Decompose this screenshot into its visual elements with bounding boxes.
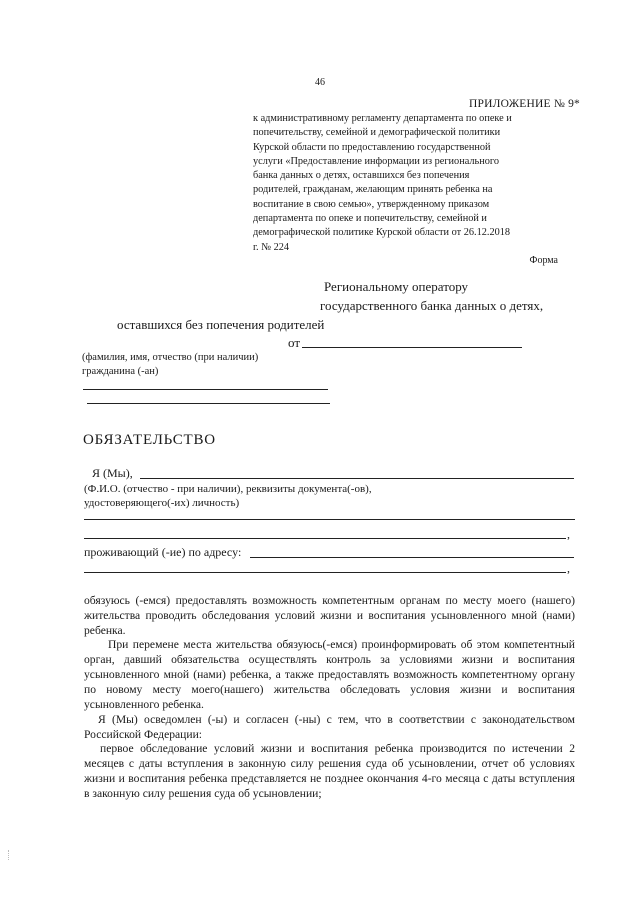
declarant-name-field[interactable] [140,478,574,479]
appendix-line: родителей, гражданам, желающим принять ребенка на [253,184,493,196]
from-name-field[interactable] [302,347,522,348]
paragraph-relocation: При перемене места жительства обязуюсь(-емся) проинформировать об этом компетентный орган, давший обязательства осуществлять контроль за условиями жизни и воспитания усыновленного мной (нами) ребенка, а также предоставлять возможность компетентному органу по новому месту моего(нашего) жительства обследовать условия жизни и воспитания усыновленного ребенка. [84,638,575,711]
paragraph-acknowledgement: Я (Мы) осведомлен (-ы) и согласен (-ны) с тем, что в соответствии с законодательством Российской Федерации: [84,713,575,741]
address-label: проживающий (-ие) по адресу: [84,545,242,559]
applicant-name-hint-line-2: гражданина (-ан) [82,366,159,377]
paragraph-obligation: обязуюсь (-емся) предоставлять возможность компетентным органам по месту моего (нашего) жительства проводить обследования условий жизни и воспитания усыновленного мной (нами) ребенка. [84,594,575,637]
appendix-line: банка данных о детях, оставшихся без попечения [253,170,470,182]
applicant-name-hint [82,351,258,379]
applicant-blank-line-2[interactable] [87,403,330,404]
appendix-line: к административному регламенту департамента по опеке и [253,113,512,124]
document-heading: ОБЯЗАТЕЛЬСТВО [83,432,216,448]
declarant-hint [84,482,372,510]
applicant-blank-line-1[interactable] [83,389,328,390]
comma-mark: , [567,527,570,541]
declarant-blank-line-1[interactable] [84,519,575,520]
paragraph-first-inspection: первое обследование условий жизни и воспитания ребенка производится по истечении 2 месяцев с даты вступления в законную силу решения суда об усыновлении, отчет об условиях жизни и воспитания ребенка представляется не позднее окончания 4-го месяца с даты вступления в законную силу решения суда об усыновлении; [84,742,575,800]
addressee-line-1: Региональному оператору [324,279,469,294]
appendix-description [253,112,579,255]
appendix-line: воспитание в свою семью», утвержденному приказом [253,198,490,210]
appendix-title: ПРИЛОЖЕНИЕ № 9* [468,98,580,110]
appendix-line: попечительству, семейной и демографической политики [253,127,501,139]
declarant-hint-line-1: (Ф.И.О. (отчество - при наличии), реквизиты документа(-ов), [84,483,372,495]
form-label: Форма [529,255,558,266]
declarant-prefix: Я (Мы), [92,466,133,480]
appendix-line: г. № 224 [253,241,290,253]
scan-margin-mark [8,850,10,860]
addressee-line-3: оставшихся без попечения родителей [117,317,325,332]
declarant-hint-line-2: удостоверяющего(-их) личность) [84,497,240,509]
from-label: от [288,335,301,350]
applicant-name-hint-line-1: (фамилия, имя, отчество (при наличии) [82,352,259,363]
appendix-line: Курской области по предоставлению государственной [253,141,491,153]
address-blank-line[interactable] [84,572,566,573]
appendix-line: услуги «Предоставление информации из регионального [253,155,499,167]
appendix-line: департамента по опеке и попечительству, семейной и [253,213,487,225]
comma-mark: , [567,561,570,575]
address-field[interactable] [250,557,574,558]
appendix-line: демографической политике Курской области от 26.12.2018 [253,227,511,239]
declarant-blank-line-2[interactable] [84,538,566,539]
page-number: 46 [315,77,325,88]
addressee-line-2: государственного банка данных о детях, [320,298,544,313]
